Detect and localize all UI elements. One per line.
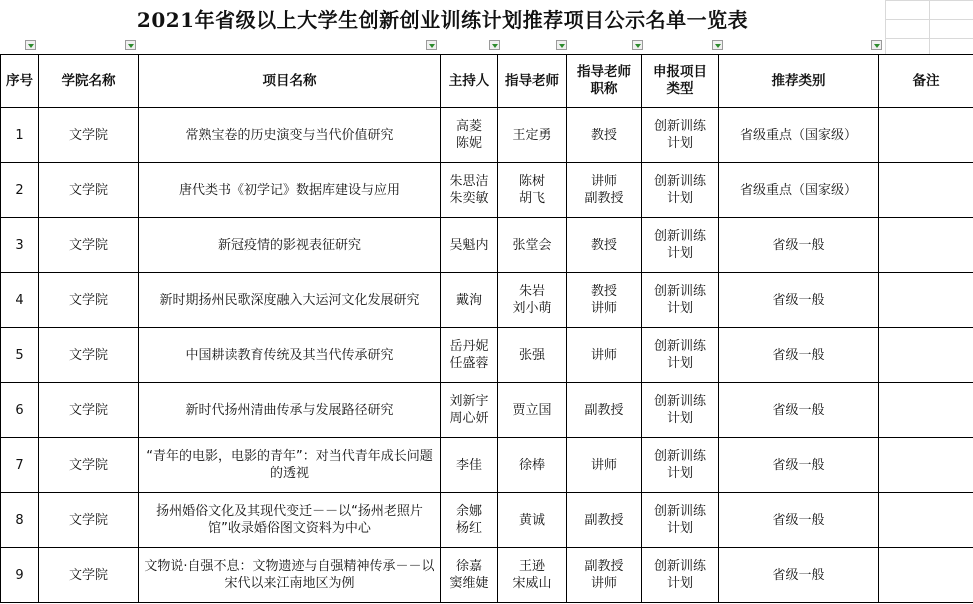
cell-project[interactable]: 新冠疫情的影视表征研究 xyxy=(139,218,441,273)
cell-college[interactable]: 文学院 xyxy=(39,218,139,273)
cell-note[interactable] xyxy=(879,328,973,383)
cell-category[interactable]: 省级一般 xyxy=(719,273,879,328)
cell-note[interactable] xyxy=(879,108,973,163)
cell-college[interactable]: 文学院 xyxy=(39,493,139,548)
column-header[interactable]: 项目名称 xyxy=(139,55,441,108)
cell-category[interactable]: 省级重点（国家级） xyxy=(719,108,879,163)
table-row xyxy=(1,273,973,328)
cell-leader[interactable]: 徐嘉 窦维婕 xyxy=(441,548,498,603)
filter-dropdown-icon[interactable] xyxy=(632,40,643,50)
cell-no[interactable]: 9 xyxy=(1,548,39,603)
cell-type[interactable]: 创新训练 计划 xyxy=(642,163,719,218)
cell-title[interactable]: 副教授 xyxy=(567,383,642,438)
table-row xyxy=(1,438,973,493)
cell-type[interactable]: 创新训练 计划 xyxy=(642,383,719,438)
column-header[interactable]: 主持人 xyxy=(441,55,498,108)
filter-dropdown-icon[interactable] xyxy=(426,40,437,50)
sheet-title: 2021年省级以上大学生创新创业训练计划推荐项目公示名单一览表 xyxy=(136,8,749,32)
cell-category[interactable]: 省级一般 xyxy=(719,218,879,273)
table-row xyxy=(1,108,973,163)
cell-category[interactable]: 省级一般 xyxy=(719,438,879,493)
filter-dropdown-icon[interactable] xyxy=(712,40,723,50)
header-row xyxy=(1,55,973,108)
cell-title[interactable]: 教授 xyxy=(567,108,642,163)
cell-title[interactable]: 讲师 xyxy=(567,438,642,493)
cell-type[interactable]: 创新训练 计划 xyxy=(642,218,719,273)
column-header[interactable]: 备注 xyxy=(879,55,973,108)
cell-title[interactable]: 教授 讲师 xyxy=(567,273,642,328)
cell-no[interactable]: 8 xyxy=(1,493,39,548)
table-row xyxy=(1,328,973,383)
cell-title[interactable]: 副教授 xyxy=(567,493,642,548)
column-header[interactable]: 申报项目 类型 xyxy=(642,55,719,108)
cell-advisor[interactable]: 陈树 胡飞 xyxy=(498,163,567,218)
cell-project[interactable]: 常熟宝卷的历史演变与当代价值研究 xyxy=(139,108,441,163)
cell-project[interactable]: 文物说·自强不息：文物遗迹与自强精神传承－－以宋代以来江南地区为例 xyxy=(139,548,441,603)
cell-note[interactable] xyxy=(879,493,973,548)
table-row xyxy=(1,163,973,218)
cell-category[interactable]: 省级重点（国家级） xyxy=(719,163,879,218)
cell-leader[interactable]: 余娜 杨红 xyxy=(441,493,498,548)
cell-college[interactable]: 文学院 xyxy=(39,328,139,383)
cell-no[interactable]: 2 xyxy=(1,163,39,218)
cell-note[interactable] xyxy=(879,163,973,218)
cell-no[interactable]: 3 xyxy=(1,218,39,273)
cell-leader[interactable]: 刘新宇 周心妍 xyxy=(441,383,498,438)
cell-type[interactable]: 创新训练 计划 xyxy=(642,108,719,163)
cell-leader[interactable]: 吴魁内 xyxy=(441,218,498,273)
cell-no[interactable]: 4 xyxy=(1,273,39,328)
table-row xyxy=(1,493,973,548)
table-row xyxy=(1,218,973,273)
cell-project[interactable]: 扬州婚俗文化及其现代变迁－－以“扬州老照片馆”收录婚俗图文资料为中心 xyxy=(139,493,441,548)
autofilter-row xyxy=(0,38,973,54)
cell-leader[interactable]: 李佳 xyxy=(441,438,498,493)
filter-dropdown-icon[interactable] xyxy=(489,40,500,50)
cell-no[interactable]: 5 xyxy=(1,328,39,383)
filter-dropdown-icon[interactable] xyxy=(25,40,36,50)
column-header[interactable]: 序号 xyxy=(1,55,39,108)
cell-title[interactable]: 讲师 副教授 xyxy=(567,163,642,218)
cell-project[interactable]: 新时期扬州民歌深度融入大运河文化发展研究 xyxy=(139,273,441,328)
cell-advisor[interactable]: 王逊 宋威山 xyxy=(498,548,567,603)
cell-note[interactable] xyxy=(879,273,973,328)
cell-college[interactable]: 文学院 xyxy=(39,383,139,438)
cell-category[interactable]: 省级一般 xyxy=(719,328,879,383)
cell-leader[interactable]: 高菱 陈妮 xyxy=(441,108,498,163)
filter-dropdown-icon[interactable] xyxy=(871,40,882,50)
filter-dropdown-icon[interactable] xyxy=(556,40,567,50)
cell-leader[interactable]: 岳丹妮 任盛蓉 xyxy=(441,328,498,383)
cell-advisor[interactable]: 王定勇 xyxy=(498,108,567,163)
cell-title[interactable]: 讲师 xyxy=(567,328,642,383)
cell-note[interactable] xyxy=(879,548,973,603)
table-row xyxy=(1,548,973,603)
cell-type[interactable]: 创新训练 计划 xyxy=(642,273,719,328)
table-row xyxy=(1,383,973,438)
cell-advisor[interactable]: 张强 xyxy=(498,328,567,383)
filter-dropdown-icon[interactable] xyxy=(125,40,136,50)
table-body xyxy=(1,108,973,603)
cell-title[interactable]: 教授 xyxy=(567,218,642,273)
cell-project[interactable]: 新时代扬州清曲传承与发展路径研究 xyxy=(139,383,441,438)
cell-type[interactable]: 创新训练 计划 xyxy=(642,438,719,493)
column-header[interactable]: 推荐类别 xyxy=(719,55,879,108)
cell-college[interactable]: 文学院 xyxy=(39,163,139,218)
cell-advisor[interactable]: 张堂会 xyxy=(498,218,567,273)
cell-advisor[interactable]: 徐棒 xyxy=(498,438,567,493)
cell-note[interactable] xyxy=(879,218,973,273)
cell-project[interactable]: 唐代类书《初学记》数据库建设与应用 xyxy=(139,163,441,218)
cell-note[interactable] xyxy=(879,383,973,438)
cell-advisor[interactable]: 贾立国 xyxy=(498,383,567,438)
cell-type[interactable]: 创新训练 计划 xyxy=(642,493,719,548)
cell-advisor[interactable]: 黄诚 xyxy=(498,493,567,548)
column-header[interactable]: 指导老师 职称 xyxy=(567,55,642,108)
cell-project[interactable]: “青年的电影，电影的青年”：对当代青年成长问题的透视 xyxy=(139,438,441,493)
cell-category[interactable]: 省级一般 xyxy=(719,548,879,603)
cell-college[interactable]: 文学院 xyxy=(39,548,139,603)
cell-leader[interactable]: 朱思洁 朱奕敏 xyxy=(441,163,498,218)
cell-category[interactable]: 省级一般 xyxy=(719,493,879,548)
cell-category[interactable]: 省级一般 xyxy=(719,383,879,438)
cell-project[interactable]: 中国耕读教育传统及其当代传承研究 xyxy=(139,328,441,383)
cell-title[interactable]: 副教授 讲师 xyxy=(567,548,642,603)
column-header[interactable]: 学院名称 xyxy=(39,55,139,108)
cell-note[interactable] xyxy=(879,438,973,493)
cell-type[interactable]: 创新训练 计划 xyxy=(642,328,719,383)
cell-no[interactable]: 1 xyxy=(1,108,39,163)
cell-type[interactable]: 创新训练 计划 xyxy=(642,548,719,603)
cell-advisor[interactable]: 朱岩 刘小萌 xyxy=(498,273,567,328)
cell-no[interactable]: 6 xyxy=(1,383,39,438)
cell-no[interactable]: 7 xyxy=(1,438,39,493)
cell-college[interactable]: 文学院 xyxy=(39,438,139,493)
cell-leader[interactable]: 戴洵 xyxy=(441,273,498,328)
column-header[interactable]: 指导老师 xyxy=(498,55,567,108)
cell-college[interactable]: 文学院 xyxy=(39,108,139,163)
cell-college[interactable]: 文学院 xyxy=(39,273,139,328)
project-table xyxy=(0,54,973,603)
